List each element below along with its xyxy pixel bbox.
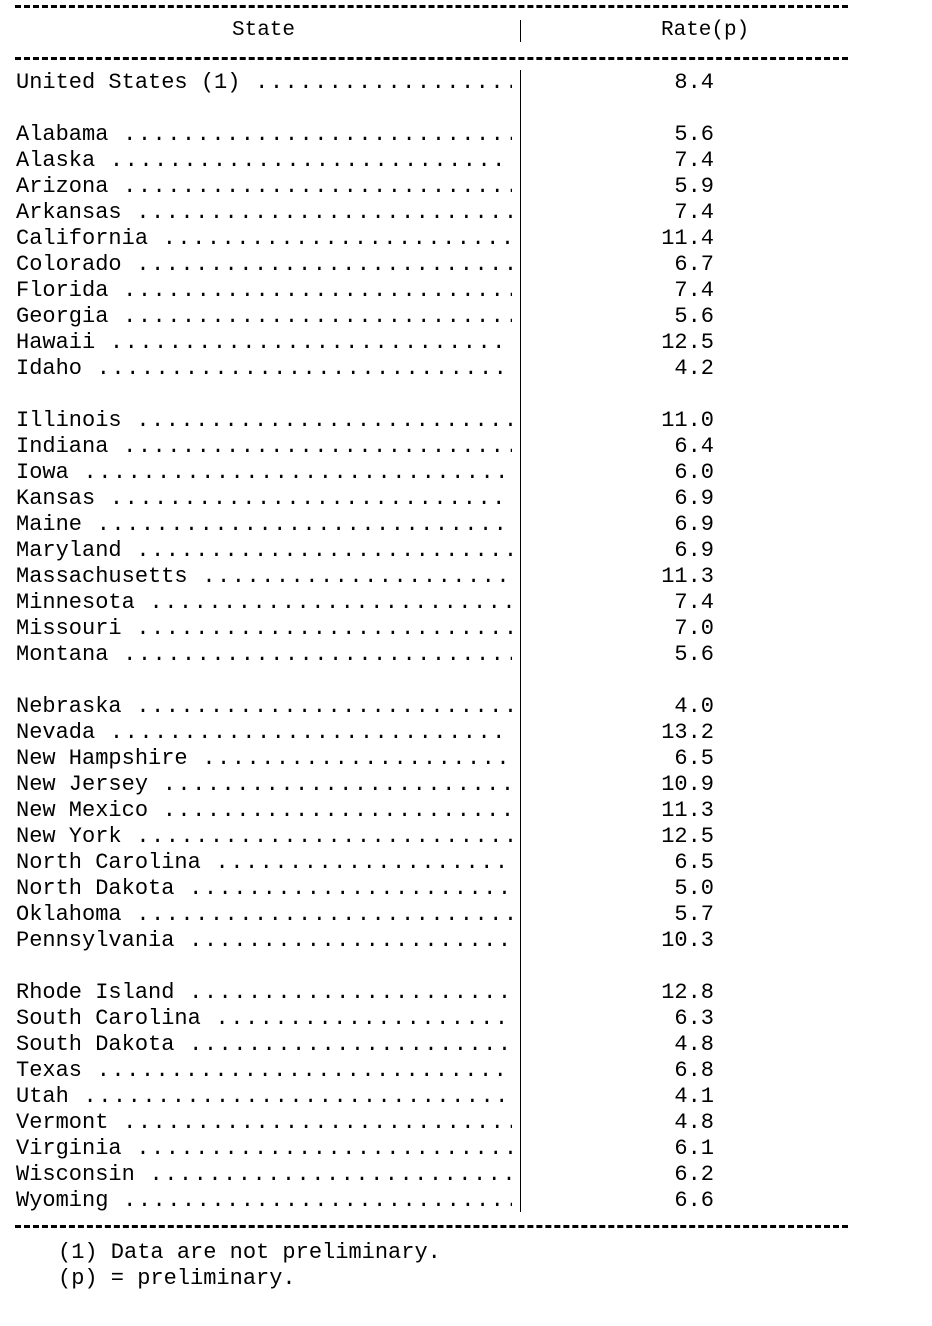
rate-value: 6.9 — [674, 486, 714, 511]
table-row — [0, 304, 932, 330]
rate-value: 6.5 — [674, 850, 714, 875]
state-name: Alabama ..... — [16, 122, 512, 148]
state-name: Iowa ..... — [16, 460, 512, 486]
rate-value: 5.7 — [674, 902, 714, 927]
rate-value: 6.1 — [674, 1136, 714, 1161]
rate-value: 4.0 — [674, 694, 714, 719]
bottom-rule — [15, 1225, 848, 1228]
table-row — [0, 460, 932, 486]
rate-value: 10.9 — [661, 772, 714, 797]
state-name: Maine ..... — [16, 512, 512, 538]
rate-value: 6.7 — [674, 252, 714, 277]
table-row — [0, 174, 932, 200]
table-row — [0, 772, 932, 798]
state-name: Colorado ..... — [16, 252, 512, 278]
state-name: South Dakota ..... — [16, 1032, 512, 1058]
header-column-divider — [520, 20, 521, 42]
table-row — [0, 720, 932, 746]
rate-value: 10.3 — [661, 928, 714, 953]
state-name: Oklahoma ..... — [16, 902, 512, 928]
table-row — [0, 486, 932, 512]
top-rule — [15, 5, 848, 8]
rate-value: 11.3 — [661, 564, 714, 589]
table-row — [0, 902, 932, 928]
state-name: Idaho ..... — [16, 356, 512, 382]
rate-value: 6.6 — [674, 1188, 714, 1213]
rate-value: 6.9 — [674, 512, 714, 537]
rate-value: 12.5 — [661, 330, 714, 355]
table-row — [0, 616, 932, 642]
state-name: Hawaii ..... — [16, 330, 512, 356]
rate-value: 8.4 — [674, 70, 714, 95]
rate-value: 6.4 — [674, 434, 714, 459]
state-name: Nevada ..... — [16, 720, 512, 746]
table-row — [0, 408, 932, 434]
rate-value: 11.4 — [661, 226, 714, 251]
state-name: South Carolina ..... — [16, 1006, 512, 1032]
state-name: Indiana ..... — [16, 434, 512, 460]
state-name: New Mexico ..... — [16, 798, 512, 824]
table-row — [0, 70, 932, 96]
rate-value: 11.0 — [661, 408, 714, 433]
state-name: New Jersey ..... — [16, 772, 512, 798]
state-column-header: State — [232, 19, 296, 42]
state-name: New Hampshire ..... — [16, 746, 512, 772]
rate-value: 5.6 — [674, 642, 714, 667]
rate-value: 12.5 — [661, 824, 714, 849]
table-row — [0, 1162, 932, 1188]
rate-value: 7.4 — [674, 148, 714, 173]
table-row — [0, 1006, 932, 1032]
state-name: Rhode Island ..... — [16, 980, 512, 1006]
rate-value: 6.3 — [674, 1006, 714, 1031]
table-row — [0, 148, 932, 174]
header-rule — [15, 57, 848, 60]
table-row — [0, 434, 932, 460]
rate-value: 6.0 — [674, 460, 714, 485]
table-row — [0, 252, 932, 278]
table-spacer-row — [0, 668, 932, 694]
state-name: Alaska ..... — [16, 148, 512, 174]
table-row — [0, 512, 932, 538]
state-name: Illinois ..... — [16, 408, 512, 434]
table-row — [0, 642, 932, 668]
rate-value: 5.0 — [674, 876, 714, 901]
table-row — [0, 824, 932, 850]
table-row — [0, 746, 932, 772]
rate-value: 5.6 — [674, 304, 714, 329]
state-name: Minnesota ..... — [16, 590, 512, 616]
state-name: Missouri ..... — [16, 616, 512, 642]
rate-value: 4.8 — [674, 1032, 714, 1057]
state-name: Maryland ..... — [16, 538, 512, 564]
state-name: North Dakota ..... — [16, 876, 512, 902]
table-row — [0, 850, 932, 876]
table-row — [0, 1058, 932, 1084]
table-row — [0, 980, 932, 1006]
table-row — [0, 1188, 932, 1214]
state-name: Arizona ..... — [16, 174, 512, 200]
rate-value: 11.3 — [661, 798, 714, 823]
state-name: Utah ..... — [16, 1084, 512, 1110]
table-row — [0, 1032, 932, 1058]
rate-value: 7.4 — [674, 278, 714, 303]
table-row — [0, 330, 932, 356]
rate-column-header: Rate(p) — [661, 19, 750, 42]
rate-value: 5.9 — [674, 174, 714, 199]
table-row — [0, 122, 932, 148]
table-spacer-row — [0, 954, 932, 980]
rate-value: 6.9 — [674, 538, 714, 563]
state-name: California ..... — [16, 226, 512, 252]
rate-value: 5.6 — [674, 122, 714, 147]
table-row — [0, 278, 932, 304]
table-row — [0, 694, 932, 720]
rate-value: 6.2 — [674, 1162, 714, 1187]
rate-value: 6.5 — [674, 746, 714, 771]
footnote-not-preliminary: (1) Data are not preliminary. — [58, 1240, 441, 1265]
state-name: Pennsylvania ..... — [16, 928, 512, 954]
rate-value: 13.2 — [661, 720, 714, 745]
state-name: Montana ..... — [16, 642, 512, 668]
state-name: United States (1) ..... — [16, 70, 512, 96]
state-name: Texas ..... — [16, 1058, 512, 1084]
table-row — [0, 356, 932, 382]
footnote-preliminary: (p) = preliminary. — [58, 1266, 296, 1291]
state-name: Vermont ..... — [16, 1110, 512, 1136]
rate-value: 7.0 — [674, 616, 714, 641]
table-row — [0, 798, 932, 824]
table-spacer-row — [0, 96, 932, 122]
table-row — [0, 538, 932, 564]
table-row — [0, 876, 932, 902]
state-name: North Carolina ..... — [16, 850, 512, 876]
state-name: Virginia ..... — [16, 1136, 512, 1162]
state-name: Arkansas ..... — [16, 200, 512, 226]
table-row — [0, 590, 932, 616]
table-row — [0, 564, 932, 590]
table-row — [0, 1084, 932, 1110]
table-row — [0, 1110, 932, 1136]
table-row — [0, 1136, 932, 1162]
rate-value: 12.8 — [661, 980, 714, 1005]
state-name: Florida ..... — [16, 278, 512, 304]
table-row — [0, 200, 932, 226]
state-name: New York ..... — [16, 824, 512, 850]
table-spacer-row — [0, 382, 932, 408]
state-name: Massachusetts ..... — [16, 564, 512, 590]
rate-value: 4.8 — [674, 1110, 714, 1135]
table-row — [0, 226, 932, 252]
state-name: Georgia ..... — [16, 304, 512, 330]
table-row — [0, 928, 932, 954]
rate-value: 7.4 — [674, 200, 714, 225]
state-name: Wyoming ..... — [16, 1188, 512, 1214]
rate-value: 4.1 — [674, 1084, 714, 1109]
rate-value: 4.2 — [674, 356, 714, 381]
state-name: Nebraska ..... — [16, 694, 512, 720]
state-name: Kansas ..... — [16, 486, 512, 512]
state-name: Wisconsin ..... — [16, 1162, 512, 1188]
rate-value: 7.4 — [674, 590, 714, 615]
rate-value: 6.8 — [674, 1058, 714, 1083]
